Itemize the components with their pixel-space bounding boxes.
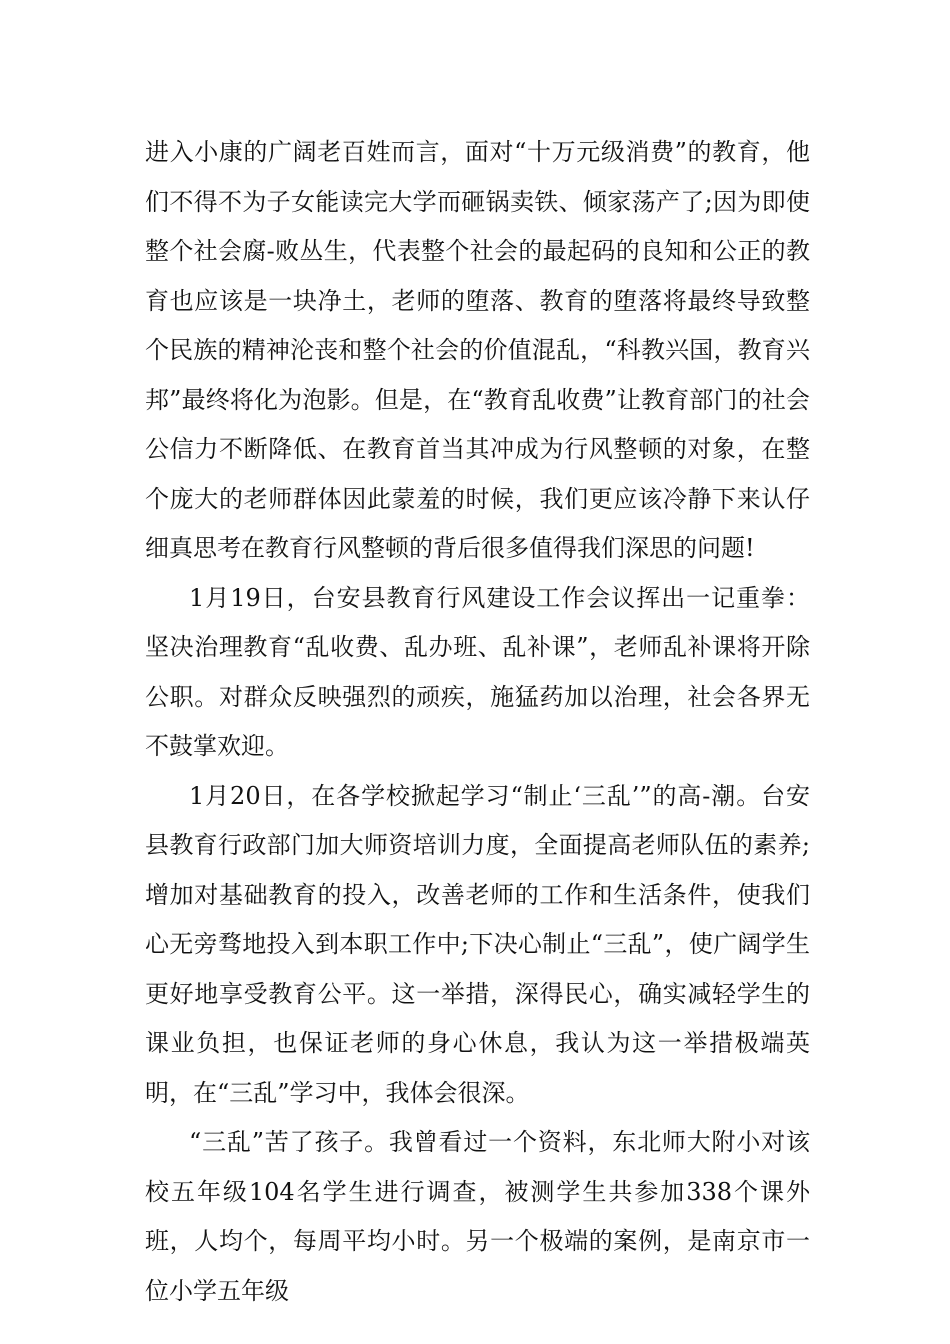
- paragraph-3: 1月20日，在各学校掀起学习“制止‘三乱’”的高-潮。台安县教育行政部门加大师资培训力度，全面提高老师队伍的素养;增加对基础教育的投入，改善老师的工作和生活条件，使我们心无旁骛地投入到本职工作中;下决心制止“三乱”，使广阔学生更好地享受教育公平。这一举措，深得民心，确实减轻学生的课业负担，也保证老师的身心休息，我认为这一举措极端英明，在“三乱”学习中，我体会很深。: [145, 781, 810, 1107]
- paragraph-2: 1月19日，台安县教育行风建设工作会议挥出一记重拳：坚决治理教育“乱收费、乱办班、乱补课”，老师乱补课将开除公职。对群众反映强烈的顽疾，施猛药加以治理，社会各界无不鼓掌欢迎。: [145, 583, 810, 760]
- paragraph-4: “三乱”苦了孩子。我曾看过一个资料，东北师大附小对该校五年级104名学生进行调查，被测学生共参加338个课外班，人均个，每周平均小时。另一个极端的案例，是南京市一位小学五年级: [145, 1128, 810, 1305]
- document-body: [145, 128, 810, 1316]
- paragraph-1: 进入小康的广阔老百姓而言，面对“十万元级消费”的教育，他们不得不为子女能读完大学而砸锅卖铁、倾家荡产了;因为即使整个社会腐-败丛生，代表整个社会的最起码的良知和公正的教育也应该是一块净土，老师的堕落、教育的堕落将最终导致整个民族的精神沦丧和整个社会的价值混乱，“科教兴国，教育兴邦”最终将化为泡影。但是，在“教育乱收费”让教育部门的社会公信力不断降低、在教育首当其冲成为行风整顿的对象，在整个庞大的老师群体因此蒙羞的时候，我们更应该冷静下来认仔细真思考在教育行风整顿的背后很多值得我们深思的问题!: [145, 138, 810, 562]
